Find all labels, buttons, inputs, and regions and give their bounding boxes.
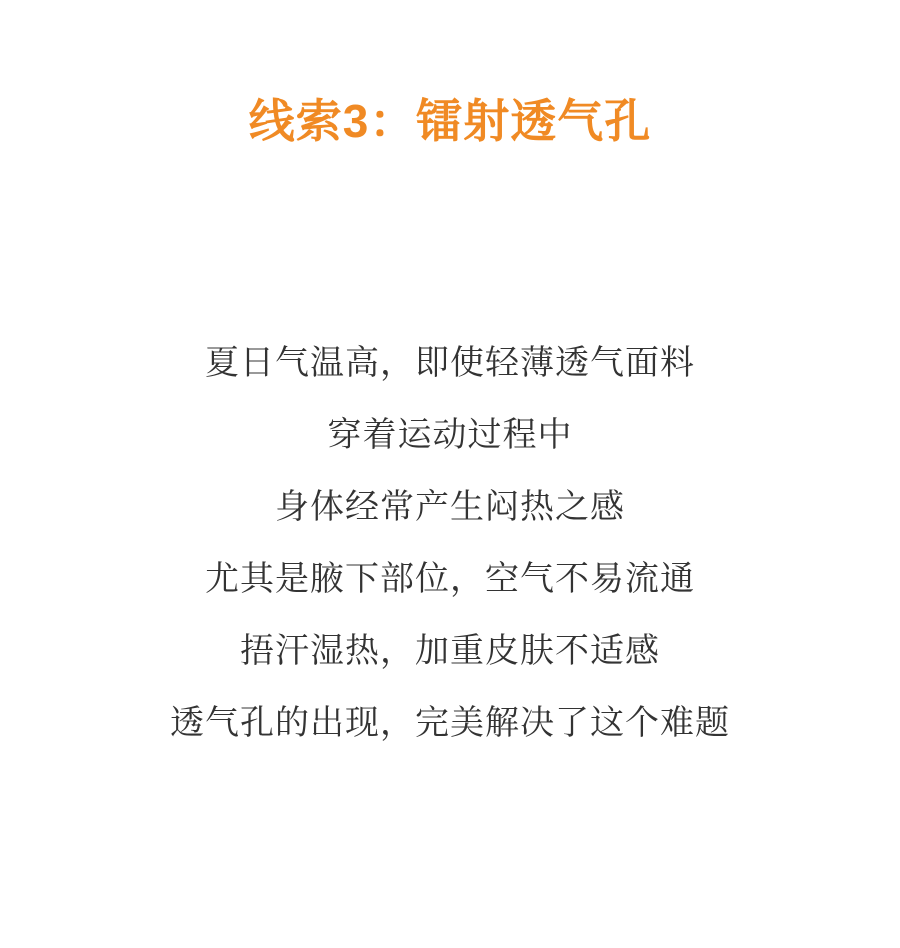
body-text-block [0,327,900,759]
body-line: 捂汗湿热，加重皮肤不适感 [240,632,660,670]
body-line: 透气孔的出现，完美解决了这个难题 [170,704,730,742]
page-title: 线索3：镭射透气孔 [248,95,652,147]
body-line: 身体经常产生闷热之感 [275,488,625,526]
body-line: 尤其是腋下部位，空气不易流通 [205,560,695,598]
body-line: 穿着运动过程中 [327,416,573,454]
body-line: 夏日气温高，即使轻薄透气面料 [205,344,695,382]
